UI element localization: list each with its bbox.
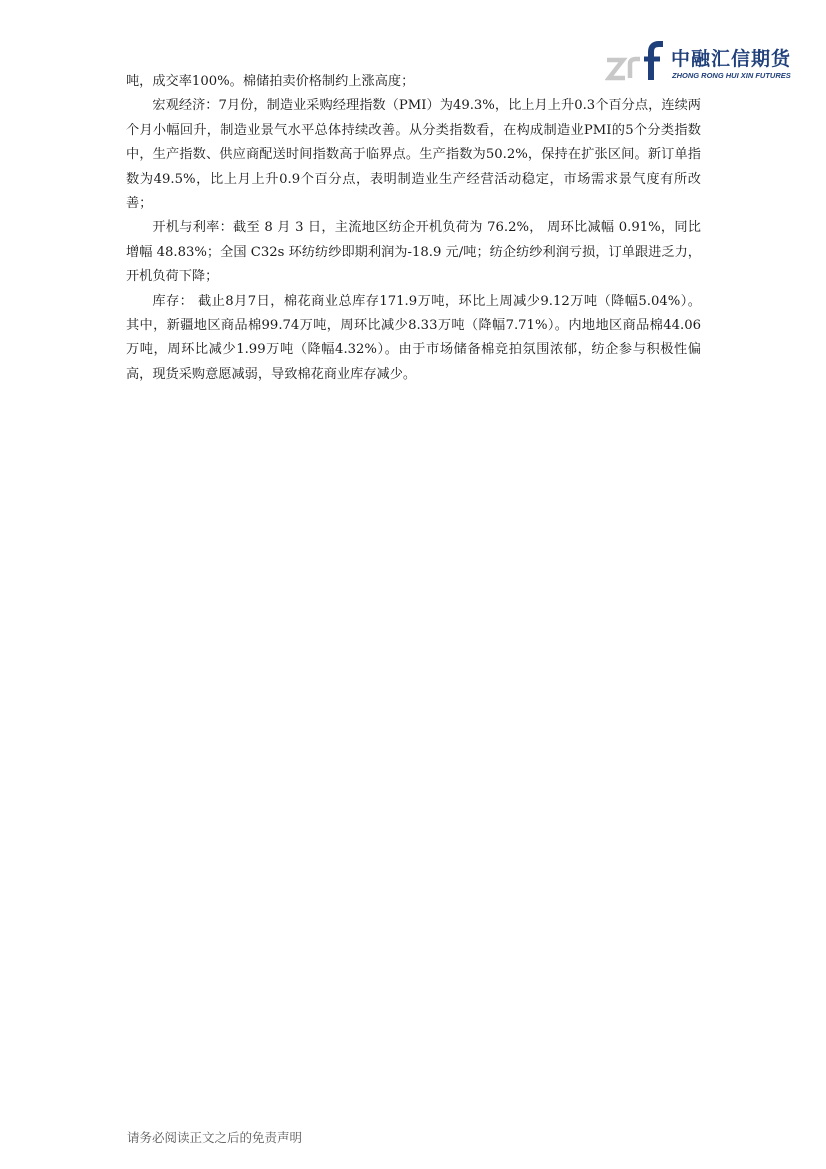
paragraph-macro-economy: 宏观经济：7月份，制造业采购经理指数（PMI）为49.3%，比上月上升0.3个百分点，连续两个月小幅回升，制造业景气水平总体持续改善。从分类指数看，在构成制造业PMI的5个分类指数中，生产指数、供应商配送时间指数高于临界点。生产指数为50.2%，保持在扩张区间。新订单指数为49.5%，比上月上升0.9个百分点，表明制造业生产经营活动稳定，市场需求景气度有所改善；: [126, 98, 701, 212]
paragraph-continuation: 吨，成交率100%。棉储拍卖价格制约上涨高度；: [126, 74, 415, 89]
document-body: [126, 70, 701, 387]
paragraph-inventory: 库存： 截止8月7日，棉花商业总库存171.9万吨，环比上周减少9.12万吨（降幅5.04%）。 其中，新疆地区商品棉99.74万吨，周环比减少8.33万吨（降幅7.71%）。内地地区商品棉44.06万吨，周环比减少1.99万吨（降幅4.32%）。由于市场储备棉竞拍氛围浓郁，纺企参与积极性偏高，现货采购意愿减弱，导致棉花商业库存减少。: [126, 293, 701, 382]
paragraph-operating-rate-profit: 开机与利率：截至 8 月 3 日，主流地区纺企开机负荷为 76.2%， 周环比减幅 0.91%，同比增幅 48.83%；全国 C32s 环纺纺纱即期利润为-18.9 元/吨；纺企纺纱利润亏损，订单跟进乏力，开机负荷下降；: [126, 220, 701, 285]
logo-company-name-cn: 中融汇信期货: [671, 48, 792, 70]
logo-company-name-en: ZHONG RONG HUI XIN FUTURES: [672, 71, 791, 80]
footer-disclaimer: 请务必阅读正文之后的免责声明: [127, 1130, 303, 1145]
